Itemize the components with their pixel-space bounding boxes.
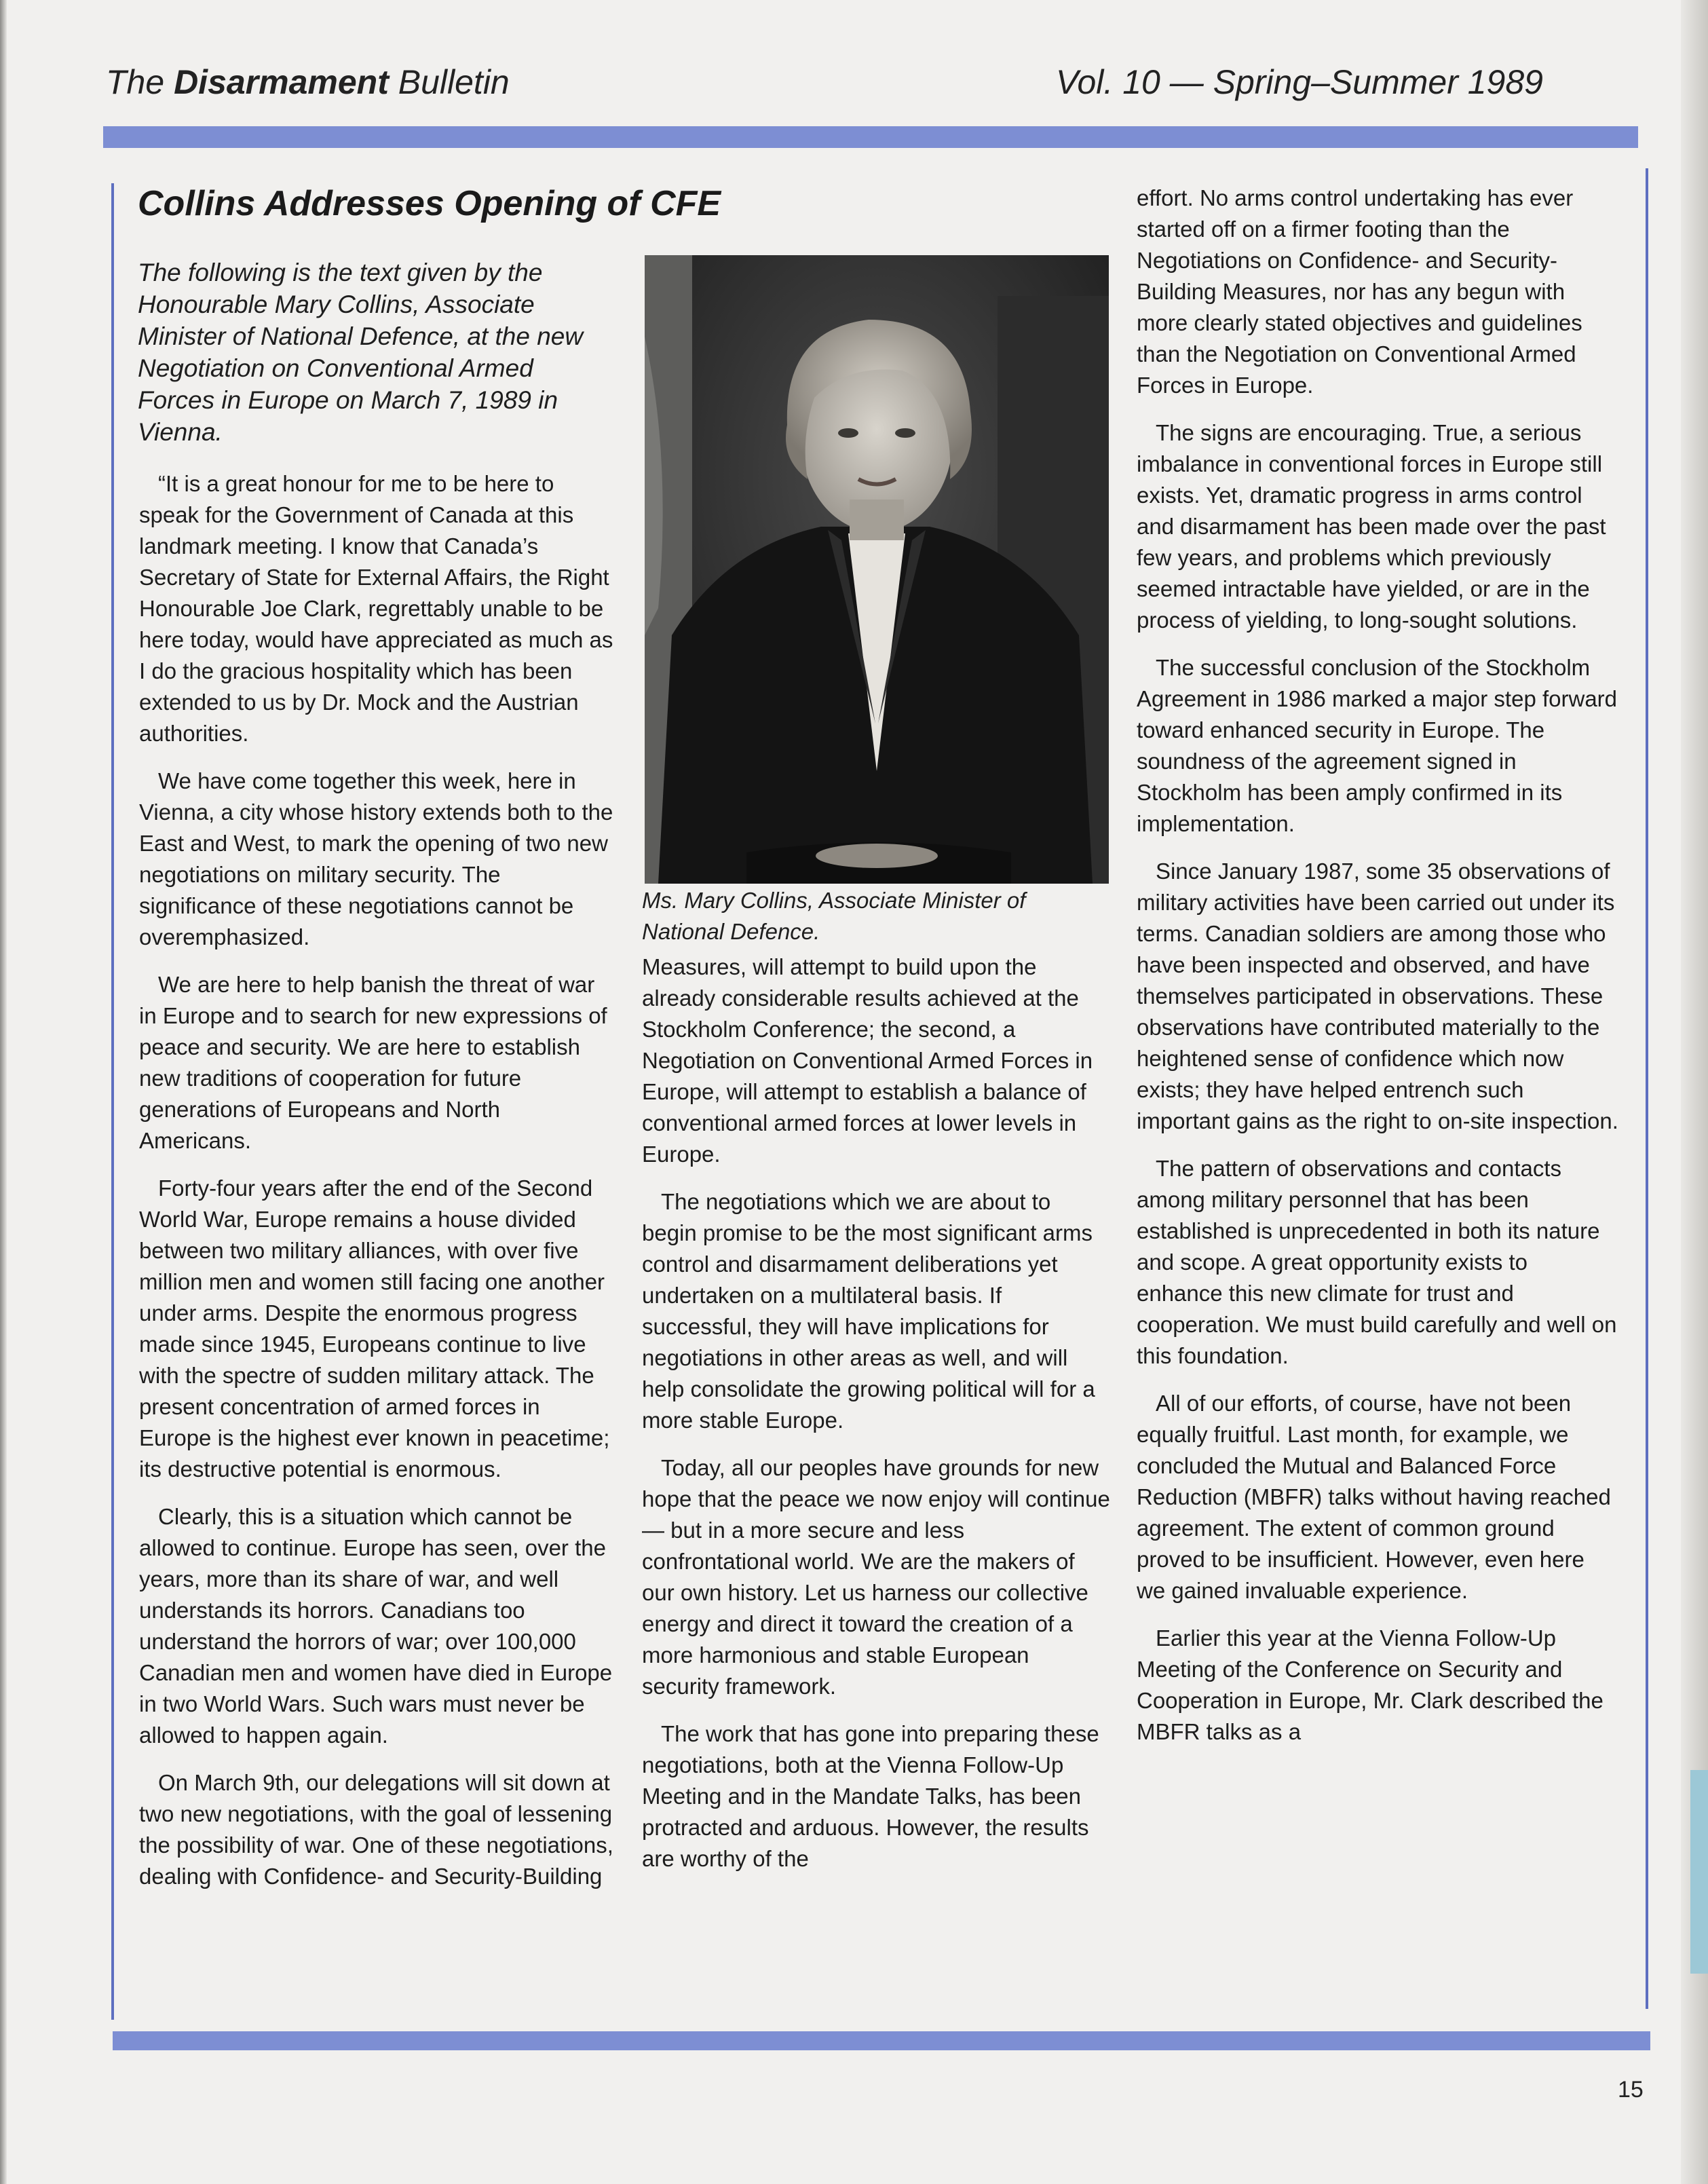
article-headline: Collins Addresses Opening of CFE xyxy=(138,184,721,223)
issue-label: Vol. 10 — Spring–Summer 1989 xyxy=(1056,63,1543,101)
paragraph: The signs are encouraging. True, a serious imbalance in conventional forces in Europe still exists. Yet, dramatic progress in arms control and disarmament has been made over the past few years, and problems which previously seemed intractable have yielded, or are in the process of yielding, to long-sought solutions. xyxy=(1137,420,1606,633)
article-column-2 xyxy=(642,952,1110,1891)
paragraph: Forty-four years after the end of the Second World War, Europe remains a house divided between two military alliances, with over five million men and women still facing one another under arms. Despite the enormous progress made since 1945, Europeans continue to live with the spectre of sudden military attack. The present concentration of armed forces in Europe is the highest ever known in peacetime; its destructive potential is enormous. xyxy=(139,1175,610,1482)
portrait-photo xyxy=(645,255,1109,884)
paragraph: Today, all our peoples have grounds for new hope that the peace we now enjoy will continue — but in a more secure and less confrontational world. We are the makers of our own history. Let us harness our collective energy and direct it toward the creation of a more harmonious and stable European security framework. xyxy=(642,1455,1110,1699)
top-rule-bar xyxy=(103,126,1638,148)
article-column-3 xyxy=(1137,183,1618,1764)
section-edge-tab xyxy=(1690,1770,1708,1974)
left-column-rule xyxy=(111,183,114,2020)
article-column-1 xyxy=(139,468,614,1908)
paragraph: Clearly, this is a situation which cannot be allowed to continue. Europe has seen, over the years, more than its share of war, and well understands its horrors. Canadians too understand the horrors of war; over 100,000 Canadian men and women have died in Europe in two World Wars. Such wars must never be allowed to happen again. xyxy=(139,1504,613,1748)
right-column-rule xyxy=(1646,168,1648,2009)
paragraph: On March 9th, our delegations will sit down at two new negotiations, with the goal of lessening the possibility of war. One of these negotiations, dealing with Confidence- and Security-Building xyxy=(139,1770,613,1889)
paragraph: “It is a great honour for me to be here to speak for the Government of Canada at this landmark meeting. I know that Canada’s Secretary of State for External Affairs, the Right Honourable Joe Clark, regrettably unable to be here today, would have appreciated as much as I do the gracious hospitality which has been extended to us by Dr. Mock and the Austrian authorities. xyxy=(139,471,613,746)
page-gutter-shadow xyxy=(0,0,7,2184)
bottom-rule-bar xyxy=(113,2031,1650,2050)
paragraph: The negotiations which we are about to begin promise to be the most significant arms control and disarmament deliberations yet undertaken on a multilateral basis. If successful, they will have implications for negotiations in other areas as well, and will help consolidate the growing political will for a more stable Europe. xyxy=(642,1189,1095,1433)
paragraph: The pattern of observations and contacts among military personnel that has been established is unprecedented in both its nature and scope. A great opportunity exists to enhance this new climate for trust and cooperation. We must build carefully and well on this foundation. xyxy=(1137,1156,1617,1368)
paragraph: All of our efforts, of course, have not been equally fruitful. Last month, for example, we concluded the Mutual and Balanced Force Reduction (MBFR) talks without having reached agreement. The extent of common ground proved to be insufficient. However, even here we gained invaluable experience. xyxy=(1137,1391,1611,1603)
paragraph: We are here to help banish the threat of war in Europe and to search for new expressions of peace and security. We are here to establish new traditions of cooperation for future generations of Europeans and North Americans. xyxy=(139,972,607,1153)
page-number: 15 xyxy=(1618,2077,1644,2103)
publication-title: The Disarmament Bulletin xyxy=(106,63,510,101)
article-dek: The following is the text given by the Honourable Mary Collins, Associate Minister of National Defence, at the new Negotiation on Conventional Armed Forces in Europe on March 7, 1989 in Vienna. xyxy=(138,259,584,446)
paragraph: Earlier this year at the Vienna Follow-Up Meeting of the Conference on Security and Cooperation in Europe, Mr. Clark described the MBFR talks as a xyxy=(1137,1625,1603,1744)
paragraph: Measures, will attempt to build upon the already considerable results achieved at the Stockholm Conference; the second, a Negotiation on Conventional Armed Forces in Europe, will attempt to establish a balance of conventional armed forces at lower levels in Europe. xyxy=(642,954,1093,1167)
photo-caption: Ms. Mary Collins, Associate Minister of National Defence. xyxy=(642,888,1026,944)
paragraph: The successful conclusion of the Stockholm Agreement in 1986 marked a major step forward toward enhanced security in Europe. The soundness of the agreement signed in Stockholm has been amply confirmed in its implementation. xyxy=(1137,655,1618,836)
paragraph: effort. No arms control undertaking has ever started off on a firmer footing than the Negotiations on Confidence- and Security-Building Measures, nor has any begun with more clearly stated objectives and guidelines than the Negotiation on Conventional Armed Forces in Europe. xyxy=(1137,185,1582,398)
paragraph: The work that has gone into preparing these negotiations, both at the Vienna Follow-Up Meeting and in the Mandate Talks, has been protracted and arduous. However, the results are worthy of the xyxy=(642,1721,1099,1871)
paragraph: Since January 1987, some 35 observations of military activities have been carried out under its terms. Canadian soldiers are among those who have been inspected and observed, and have themselves participated in observations. These observations have contributed materially to the heightened sense of confidence which now exists; they have helped entrench such important gains as the right to on-site inspection. xyxy=(1137,859,1618,1133)
paragraph: We have come together this week, here in Vienna, a city whose history extends both to the East and West, to mark the opening of two new negotiations on military security. The significance of these negotiations cannot be overemphasized. xyxy=(139,768,613,949)
